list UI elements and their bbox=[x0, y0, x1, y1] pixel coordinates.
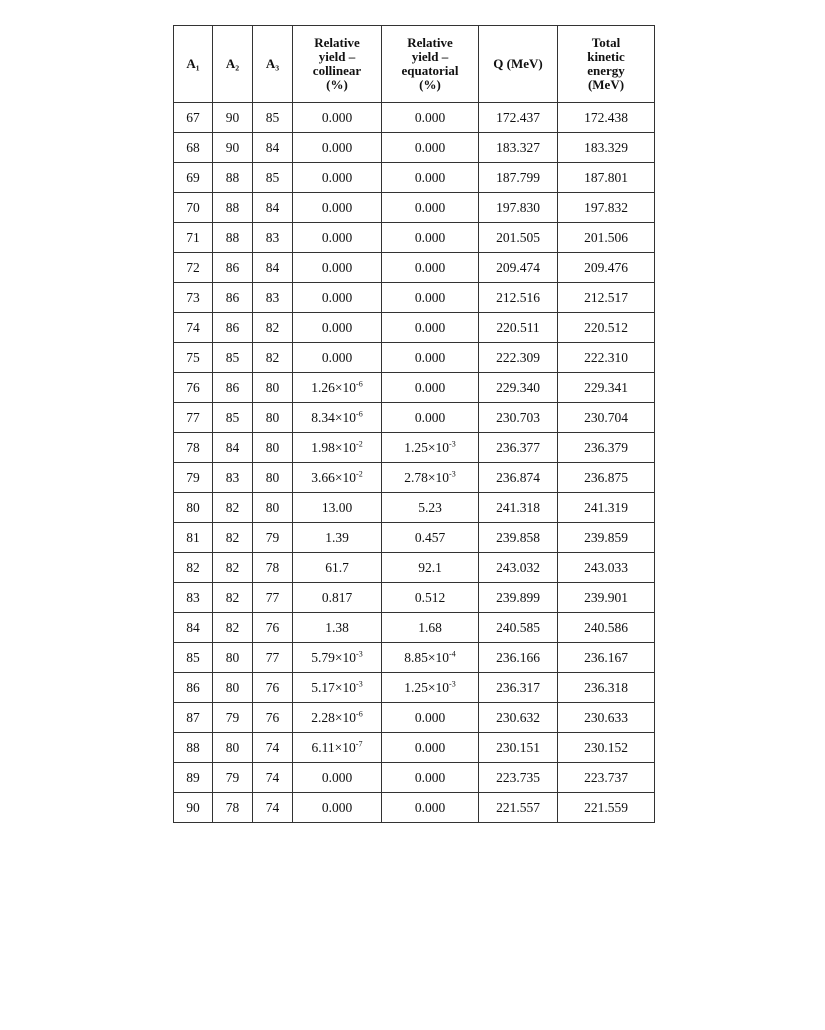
table-row bbox=[174, 253, 655, 283]
header-col-total-kinetic-energy: Total kinetic energy (MeV) bbox=[558, 26, 655, 103]
cell-col-a3: 77 bbox=[253, 643, 293, 673]
cell-col-a1: 88 bbox=[174, 733, 213, 763]
cell-col-a1: 89 bbox=[174, 763, 213, 793]
cell-col-yield-collinear: 13.00 bbox=[293, 493, 382, 523]
cell-col-total-kinetic-energy: 212.517 bbox=[558, 283, 655, 313]
cell-col-q: 230.632 bbox=[479, 703, 558, 733]
cell-col-total-kinetic-energy: 187.801 bbox=[558, 163, 655, 193]
cell-col-a3: 82 bbox=[253, 313, 293, 343]
header-col-a1: A₁ bbox=[174, 26, 213, 103]
table-row bbox=[174, 733, 655, 763]
cell-col-total-kinetic-energy: 221.559 bbox=[558, 793, 655, 823]
cell-col-a1: 79 bbox=[174, 463, 213, 493]
cell-col-q: 172.437 bbox=[479, 103, 558, 133]
cell-col-a3: 76 bbox=[253, 673, 293, 703]
cell-col-a2: 80 bbox=[213, 643, 253, 673]
table-row bbox=[174, 583, 655, 613]
cell-col-total-kinetic-energy: 243.033 bbox=[558, 553, 655, 583]
cell-col-yield-collinear: 0.000 bbox=[293, 793, 382, 823]
cell-col-a2: 80 bbox=[213, 673, 253, 703]
cell-col-yield-equatorial: 0.000 bbox=[382, 373, 479, 403]
cell-col-yield-collinear: 0.000 bbox=[293, 343, 382, 373]
cell-col-yield-collinear: 0.000 bbox=[293, 193, 382, 223]
table-row bbox=[174, 613, 655, 643]
cell-col-yield-collinear: $1.98\times 10^{-2}$ bbox=[293, 433, 382, 463]
table-row bbox=[174, 673, 655, 703]
cell-col-yield-collinear: 0.000 bbox=[293, 313, 382, 343]
cell-col-a3: 80 bbox=[253, 373, 293, 403]
cell-col-a2: 85 bbox=[213, 403, 253, 433]
cell-col-a2: 90 bbox=[213, 103, 253, 133]
cell-col-a2: 82 bbox=[213, 613, 253, 643]
header-col-q: Q (MeV) bbox=[479, 26, 558, 103]
cell-col-yield-equatorial: 0.000 bbox=[382, 253, 479, 283]
cell-col-a1: 83 bbox=[174, 583, 213, 613]
cell-col-q: 220.511 bbox=[479, 313, 558, 343]
cell-col-q: 230.151 bbox=[479, 733, 558, 763]
cell-col-a1: 76 bbox=[174, 373, 213, 403]
cell-col-q: 243.032 bbox=[479, 553, 558, 583]
cell-col-yield-equatorial: 0.000 bbox=[382, 733, 479, 763]
cell-col-a3: 80 bbox=[253, 433, 293, 463]
table-row bbox=[174, 283, 655, 313]
cell-col-a2: 82 bbox=[213, 553, 253, 583]
cell-col-q: 201.505 bbox=[479, 223, 558, 253]
cell-col-yield-equatorial: 0.000 bbox=[382, 223, 479, 253]
cell-col-a3: 84 bbox=[253, 193, 293, 223]
cell-col-a2: 86 bbox=[213, 373, 253, 403]
cell-col-yield-collinear: $5.79\times 10^{-3}$ bbox=[293, 643, 382, 673]
header-row bbox=[174, 26, 655, 103]
cell-col-yield-collinear: 0.000 bbox=[293, 253, 382, 283]
cell-col-q: 183.327 bbox=[479, 133, 558, 163]
cell-col-total-kinetic-energy: 236.318 bbox=[558, 673, 655, 703]
cell-col-total-kinetic-energy: 209.476 bbox=[558, 253, 655, 283]
cell-col-q: 230.703 bbox=[479, 403, 558, 433]
table-header bbox=[174, 26, 655, 103]
cell-col-yield-collinear: 0.000 bbox=[293, 163, 382, 193]
cell-col-total-kinetic-energy: 183.329 bbox=[558, 133, 655, 163]
table-row bbox=[174, 163, 655, 193]
cell-col-yield-equatorial: 0.000 bbox=[382, 103, 479, 133]
cell-col-yield-equatorial: 0.457 bbox=[382, 523, 479, 553]
cell-col-a3: 79 bbox=[253, 523, 293, 553]
cell-col-yield-equatorial: 0.000 bbox=[382, 703, 479, 733]
cell-col-a3: 80 bbox=[253, 463, 293, 493]
cell-col-total-kinetic-energy: 230.704 bbox=[558, 403, 655, 433]
cell-col-yield-collinear: 0.000 bbox=[293, 223, 382, 253]
cell-col-a3: 80 bbox=[253, 493, 293, 523]
table-row bbox=[174, 103, 655, 133]
cell-col-a3: 76 bbox=[253, 703, 293, 733]
cell-col-a2: 79 bbox=[213, 703, 253, 733]
cell-col-q: 236.166 bbox=[479, 643, 558, 673]
table-row bbox=[174, 703, 655, 733]
cell-col-total-kinetic-energy: 230.633 bbox=[558, 703, 655, 733]
cell-col-a1: 87 bbox=[174, 703, 213, 733]
table-row bbox=[174, 433, 655, 463]
cell-col-a2: 82 bbox=[213, 583, 253, 613]
cell-col-a1: 80 bbox=[174, 493, 213, 523]
cell-col-q: 239.858 bbox=[479, 523, 558, 553]
cell-col-a1: 84 bbox=[174, 613, 213, 643]
cell-col-a3: 80 bbox=[253, 403, 293, 433]
cell-col-yield-equatorial: 1.68 bbox=[382, 613, 479, 643]
cell-col-a3: 84 bbox=[253, 133, 293, 163]
cell-col-a1: 78 bbox=[174, 433, 213, 463]
cell-col-a1: 77 bbox=[174, 403, 213, 433]
cell-col-q: 209.474 bbox=[479, 253, 558, 283]
cell-col-a1: 85 bbox=[174, 643, 213, 673]
cell-col-q: 229.340 bbox=[479, 373, 558, 403]
cell-col-total-kinetic-energy: 220.512 bbox=[558, 313, 655, 343]
cell-col-total-kinetic-energy: 236.875 bbox=[558, 463, 655, 493]
cell-col-total-kinetic-energy: 239.859 bbox=[558, 523, 655, 553]
cell-col-q: 187.799 bbox=[479, 163, 558, 193]
header-col-a2: A₂ bbox=[213, 26, 253, 103]
cell-col-a2: 86 bbox=[213, 283, 253, 313]
table-body bbox=[174, 103, 655, 823]
cell-col-a1: 74 bbox=[174, 313, 213, 343]
cell-col-total-kinetic-energy: 239.901 bbox=[558, 583, 655, 613]
cell-col-a3: 82 bbox=[253, 343, 293, 373]
table-row bbox=[174, 313, 655, 343]
cell-col-q: 236.874 bbox=[479, 463, 558, 493]
table-row bbox=[174, 793, 655, 823]
cell-col-yield-equatorial: 0.000 bbox=[382, 133, 479, 163]
cell-col-q: 236.317 bbox=[479, 673, 558, 703]
cell-col-a2: 86 bbox=[213, 253, 253, 283]
cell-col-a1: 73 bbox=[174, 283, 213, 313]
cell-col-yield-collinear: $8.34\times 10^{-6}$ bbox=[293, 403, 382, 433]
cell-col-a3: 78 bbox=[253, 553, 293, 583]
header-col-yield-equatorial: Relative yield – equatorial (%) bbox=[382, 26, 479, 103]
cell-col-yield-equatorial: 0.000 bbox=[382, 193, 479, 223]
cell-col-a1: 70 bbox=[174, 193, 213, 223]
cell-col-yield-equatorial: $8.85\times 10^{-4}$ bbox=[382, 643, 479, 673]
cell-col-a2: 88 bbox=[213, 193, 253, 223]
cell-col-total-kinetic-energy: 222.310 bbox=[558, 343, 655, 373]
cell-col-a1: 90 bbox=[174, 793, 213, 823]
cell-col-yield-equatorial: 0.000 bbox=[382, 403, 479, 433]
cell-col-total-kinetic-energy: 201.506 bbox=[558, 223, 655, 253]
cell-col-a3: 85 bbox=[253, 163, 293, 193]
cell-col-total-kinetic-energy: 240.586 bbox=[558, 613, 655, 643]
cell-col-q: 241.318 bbox=[479, 493, 558, 523]
cell-col-a3: 76 bbox=[253, 613, 293, 643]
cell-col-yield-collinear: 0.000 bbox=[293, 103, 382, 133]
cell-col-total-kinetic-energy: 236.167 bbox=[558, 643, 655, 673]
cell-col-yield-collinear: $5.17\times 10^{-3}$ bbox=[293, 673, 382, 703]
cell-col-yield-collinear: 0.000 bbox=[293, 133, 382, 163]
table-row bbox=[174, 463, 655, 493]
cell-col-q: 197.830 bbox=[479, 193, 558, 223]
table-row bbox=[174, 133, 655, 163]
cell-col-yield-equatorial: $2.78\times 10^{-3}$ bbox=[382, 463, 479, 493]
cell-col-a2: 84 bbox=[213, 433, 253, 463]
cell-col-yield-equatorial: 0.000 bbox=[382, 793, 479, 823]
table-row bbox=[174, 553, 655, 583]
table-row bbox=[174, 223, 655, 253]
cell-col-yield-collinear: 1.39 bbox=[293, 523, 382, 553]
cell-col-a2: 79 bbox=[213, 763, 253, 793]
cell-col-a2: 90 bbox=[213, 133, 253, 163]
cell-col-q: 223.735 bbox=[479, 763, 558, 793]
cell-col-yield-equatorial: 5.23 bbox=[382, 493, 479, 523]
cell-col-a1: 82 bbox=[174, 553, 213, 583]
cell-col-yield-collinear: 0.000 bbox=[293, 763, 382, 793]
cell-col-q: 212.516 bbox=[479, 283, 558, 313]
cell-col-a1: 69 bbox=[174, 163, 213, 193]
header-col-yield-collinear: Relative yield – collinear (%) bbox=[293, 26, 382, 103]
cell-col-yield-equatorial: 92.1 bbox=[382, 553, 479, 583]
cell-col-a3: 85 bbox=[253, 103, 293, 133]
cell-col-a3: 74 bbox=[253, 763, 293, 793]
cell-col-q: 240.585 bbox=[479, 613, 558, 643]
table-row bbox=[174, 373, 655, 403]
table-row bbox=[174, 523, 655, 553]
cell-col-a3: 83 bbox=[253, 223, 293, 253]
cell-col-yield-equatorial: 0.000 bbox=[382, 763, 479, 793]
ternary-fission-table bbox=[173, 25, 655, 823]
table-row bbox=[174, 403, 655, 433]
cell-col-yield-collinear: 0.000 bbox=[293, 283, 382, 313]
cell-col-total-kinetic-energy: 229.341 bbox=[558, 373, 655, 403]
cell-col-q: 236.377 bbox=[479, 433, 558, 463]
cell-col-total-kinetic-energy: 230.152 bbox=[558, 733, 655, 763]
table-row bbox=[174, 643, 655, 673]
cell-col-yield-collinear: 0.817 bbox=[293, 583, 382, 613]
cell-col-a2: 88 bbox=[213, 223, 253, 253]
cell-col-a2: 86 bbox=[213, 313, 253, 343]
cell-col-a2: 80 bbox=[213, 733, 253, 763]
cell-col-a2: 85 bbox=[213, 343, 253, 373]
cell-col-yield-collinear: 1.38 bbox=[293, 613, 382, 643]
cell-col-yield-equatorial: 0.000 bbox=[382, 313, 479, 343]
cell-col-q: 222.309 bbox=[479, 343, 558, 373]
cell-col-total-kinetic-energy: 223.737 bbox=[558, 763, 655, 793]
cell-col-total-kinetic-energy: 241.319 bbox=[558, 493, 655, 523]
cell-col-a3: 83 bbox=[253, 283, 293, 313]
cell-col-a1: 68 bbox=[174, 133, 213, 163]
cell-col-a2: 88 bbox=[213, 163, 253, 193]
header-col-a3: A₃ bbox=[253, 26, 293, 103]
cell-col-a1: 67 bbox=[174, 103, 213, 133]
cell-col-q: 221.557 bbox=[479, 793, 558, 823]
table-row bbox=[174, 493, 655, 523]
cell-col-yield-collinear: $6.11\times 10^{-7}$ bbox=[293, 733, 382, 763]
cell-col-yield-equatorial: 0.512 bbox=[382, 583, 479, 613]
cell-col-yield-collinear: 61.7 bbox=[293, 553, 382, 583]
cell-col-a2: 78 bbox=[213, 793, 253, 823]
cell-col-yield-equatorial: $1.25\times 10^{-3}$ bbox=[382, 673, 479, 703]
cell-col-yield-equatorial: 0.000 bbox=[382, 283, 479, 313]
cell-col-total-kinetic-energy: 172.438 bbox=[558, 103, 655, 133]
cell-col-yield-collinear: $1.26\times 10^{-6}$ bbox=[293, 373, 382, 403]
cell-col-total-kinetic-energy: 197.832 bbox=[558, 193, 655, 223]
cell-col-a1: 86 bbox=[174, 673, 213, 703]
cell-col-a3: 74 bbox=[253, 733, 293, 763]
cell-col-yield-equatorial: $1.25\times 10^{-3}$ bbox=[382, 433, 479, 463]
cell-col-yield-collinear: $2.28\times 10^{-6}$ bbox=[293, 703, 382, 733]
cell-col-a1: 81 bbox=[174, 523, 213, 553]
cell-col-a2: 83 bbox=[213, 463, 253, 493]
cell-col-yield-equatorial: 0.000 bbox=[382, 163, 479, 193]
cell-col-a1: 75 bbox=[174, 343, 213, 373]
cell-col-a1: 72 bbox=[174, 253, 213, 283]
cell-col-a2: 82 bbox=[213, 523, 253, 553]
cell-col-a2: 82 bbox=[213, 493, 253, 523]
cell-col-yield-equatorial: 0.000 bbox=[382, 343, 479, 373]
cell-col-a1: 71 bbox=[174, 223, 213, 253]
cell-col-total-kinetic-energy: 236.379 bbox=[558, 433, 655, 463]
table-row bbox=[174, 193, 655, 223]
cell-col-yield-collinear: $3.66\times 10^{-2}$ bbox=[293, 463, 382, 493]
table-row bbox=[174, 343, 655, 373]
cell-col-q: 239.899 bbox=[479, 583, 558, 613]
table-row bbox=[174, 763, 655, 793]
cell-col-a3: 84 bbox=[253, 253, 293, 283]
cell-col-a3: 74 bbox=[253, 793, 293, 823]
cell-col-a3: 77 bbox=[253, 583, 293, 613]
